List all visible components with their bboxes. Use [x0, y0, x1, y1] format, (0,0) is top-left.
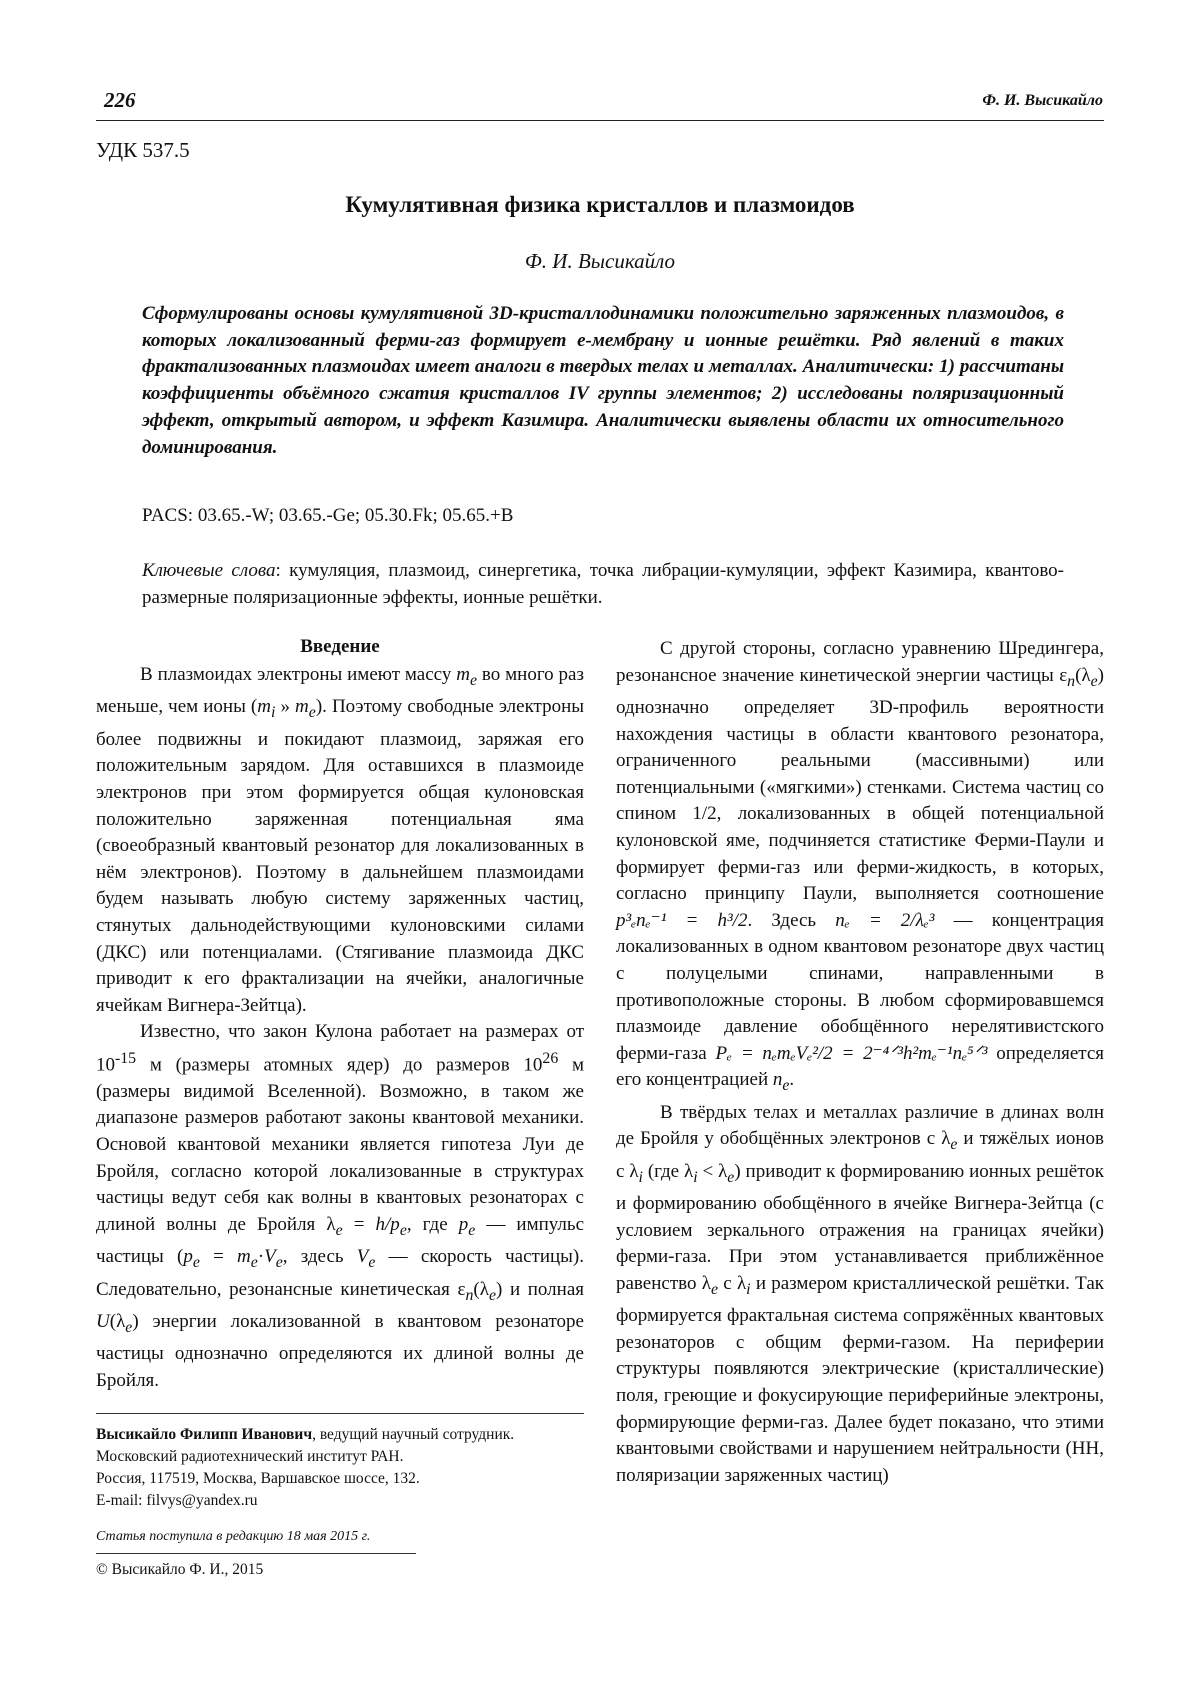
footnote-institute: Московский радиотехнический институт РАН. [96, 1448, 404, 1465]
equation-pressure: Pₑ = nₑmₑVₑ²/2 = 2⁻⁴ᐟ³h²mₑ⁻¹nₑ⁵ᐟ³ [715, 1042, 988, 1064]
right-column [616, 636, 1104, 1489]
udk-code: УДК 537.5 [96, 138, 190, 162]
left-column [96, 636, 584, 1395]
paragraph: В твёрдых телах и металлах различие в длинах волн де Бройля у обобщённых электронов с $\lambda_e$ и тяжёлых ионов с $\lambda_i$ (где $\lambda_i < \lambda_e$) приводит к формированию ионных решёток и формированию обобщённого в ячейке Вигнера-Зейтца (с условием зеркального отражения на границах ячейки) ферми-газа. При этом устанавливается приближённое равенство $\lambda_e$ с $\lambda_i$ и размером кристаллической решётки. Так формируется фрактальная система сопряжённых квантовых резонаторов с общим ферми-газом. На периферии структуры появляются электрические (кристаллические) поля, греющие и фокусирующие периферийные электроны, формирующие ферми-газ. Далее будет показано, что этими квантовыми свойствами и нарушением нейтральности (НН, поляризации заряженных частиц) [616, 1101, 1104, 1486]
footnote-address: Россия, 117519, Москва, Варшавское шоссе, 132. [96, 1470, 420, 1487]
paragraph: С другой стороны, согласно уравнению Шредингера, резонансное значение кинетической энергии частицы $\varepsilon_n(\lambda_e)$ однозначно определяет 3D-профиль вероятности нахождения частицы в области квантового резонатора, ограниченного реальными (массивными) или потенциальными («мягкими») стенками. Система частиц со спином 1/2, локализованных в общей потенциальной кулоновской яме, подчиняется статистике Ферми-Паули и формирует ферми-газ или ферми-жидкость, в которых, согласно принципу Паули, выполняется соотношение p³ₑnₑ⁻¹ = h³/2. Здесь nₑ = 2/λₑ³ — концентрация локализованных в одном квантовом резонаторе двух частиц с полуцелыми спинами, направленными в противоположные стороны. В любом сформировавшемся плазмоиде давление обобщённого нерелятивистского ферми-газа Pₑ = nₑmₑVₑ²/2 = 2⁻⁴ᐟ³h²mₑ⁻¹nₑ⁵ᐟ³ определяется его концентрацией $n_e$. [616, 638, 1105, 1095]
copyright-rule [96, 1553, 416, 1554]
equation-pauli: p³ₑnₑ⁻¹ = h³/2 [616, 909, 748, 931]
paper-author: Ф. И. Высикайло [524, 249, 676, 273]
pacs-codes: PACS: 03.65.-W; 03.65.-Ge; 05.30.Fk; 05.65.+B [142, 505, 514, 526]
header-rule [96, 120, 1104, 121]
keywords [142, 557, 1064, 611]
copyright: © Высикайло Ф. И., 2015 [96, 1561, 264, 1578]
footnote-role: , ведущий научный сотрудник. [312, 1426, 515, 1443]
paragraph: В плазмоидах электроны имеют массу $m_e$ во много раз меньше, чем ионы ($m_i$ » $m_e$). Поэтому свободные электроны более подвижны и покидают плазмоид, заряжая его положительным зарядом. Для оставшихся в плазмоиде электронов при этом формируется общая кулоновская положительно заряженная потенциальная яма (своеобразный квантовый резонатор для локализованных в нём электронов). Поэтому в дальнейшем плазмоидами будем называть любую систему заряженных частиц, стянутых дальнодействующими кулоновскими силами (ДКС) или потенциалами. (Стягивание плазмоида ДКС приводит к его фрактализации на ячейки, аналогичные ячейкам Вигнера-Зейтца). [96, 664, 585, 1016]
abstract: Сформулированы основы кумулятивной 3D-кристаллодинамики положительно заряженных плазмоидов, в которых локализованный ферми-газ формирует е-мембрану и ионные решётки. Ряд явлений в таких фрактализованных плазмоидах имеет аналоги в твердых телах и металлах. Аналитически: 1) рассчитаны коэффициенты объёмного сжатия кристаллов IV группы элементов; 2) исследованы поляризационный эффект, открытый автором, и эффект Казимира. Аналитически выявлены области их относительного доминирования. [142, 303, 1064, 458]
footnote-rule [96, 1413, 584, 1414]
paragraph: Известно, что закон Кулона работает на размерах от $10^{-15}$ м (размеры атомных ядер) до размеров $10^{26}$ м (размеры видимой Вселенной). Возможно, в таком же диапазоне размеров работают законы квантовой механики. Основой квантовой механики является гипотеза Луи де Бройля, согласно которой локализованные в структурах частицы ведут себя как волны в квантовых резонаторах с длиной волны де Бройля $\lambda_e = h/p_e$, где $p_e$ — импульс частицы ($p_e = m_e\cdot V_e$, здесь $V_e$ — скорость частицы). Следовательно, резонансные кинетическая $\varepsilon_n(\lambda_e)$ и полная $U(\lambda_e)$ энергии локализованной в квантовом резонаторе частицы однозначно определяются их длиной волны де Бройля. [96, 1021, 585, 1391]
keywords-label: Ключевые слова [142, 560, 276, 581]
page-number: 226 [104, 88, 136, 112]
equation-concentration: nₑ = 2/λₑ³ [835, 909, 935, 931]
running-author: Ф. И. Высикайло [982, 92, 1103, 109]
footnote-email: E-mail: filvys@yandex.ru [96, 1492, 258, 1509]
author-footnote [96, 1424, 586, 1512]
footnote-author-name: Высикайло Филипп Иванович [96, 1426, 313, 1443]
section-heading: Введение [300, 636, 380, 657]
keywords-text: : кумуляция, плазмоид, синергетика, точка либрации-кумуляции, эффект Казимира, квантово-размерные поляризационные эффекты, ионные решётки. [142, 560, 1064, 608]
paper-title: Кумулятивная физика кристаллов и плазмоидов [345, 192, 855, 217]
received-date: Статья поступила в редакцию 18 мая 2015 г. [96, 1529, 371, 1544]
